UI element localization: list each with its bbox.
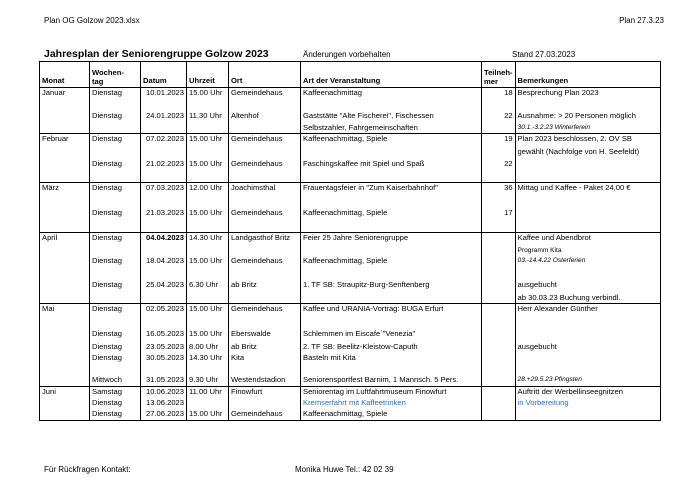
cell-event: Kaffee und URANIA-Vortrag: BUGA Erfurt [301,304,482,317]
cell-remarks: Ausnahme: > 20 Personen möglich [515,111,660,123]
cell-participants [482,293,516,304]
cell-remarks: Plan 2023 beschlossen, 2. OV SB [515,134,660,147]
cell-date [141,222,187,233]
cell-month [40,293,90,304]
cell-participants [482,269,516,280]
cell-place [229,246,301,256]
cell-time [187,147,229,159]
cell-place: Westendstadion [229,375,301,387]
cell-remarks [515,222,660,233]
cell-time: 12.00 Uhr [187,183,229,197]
cell-place: ab Britz [229,280,301,293]
cell-participants: 18 [482,88,516,102]
cell-place [229,293,301,304]
cell-weekday: Mittwoch [90,375,141,387]
table-row [40,398,661,409]
table-row [40,208,661,222]
cell-time [187,246,229,256]
cell-participants [482,364,516,375]
cell-event: Kaffeenachmittag, Spiele [301,208,482,222]
cell-weekday: Dienstag [90,280,141,293]
cell-remarks [515,208,660,222]
cell-remarks: Kaffee und Abendbrot [515,233,660,246]
cell-place [229,197,301,208]
cell-time: 11.00 Uhr [187,387,229,398]
col-teilnehmer: Teilneh- mer [482,62,516,88]
col-uhrzeit: Uhrzeit [187,62,229,88]
cell-participants [482,147,516,159]
cell-weekday: Dienstag [90,208,141,222]
cell-time [187,293,229,304]
table-row [40,159,661,172]
cell-event [301,364,482,375]
cell-participants [482,233,516,246]
cell-date: 07.03.2023 [141,183,187,197]
cell-participants [482,329,516,342]
cell-participants [482,353,516,364]
cell-month [40,375,90,387]
cell-date: 10.06.2023 [141,387,187,398]
cell-event [301,172,482,183]
cell-month [40,123,90,134]
cell-weekday: Dienstag [90,353,141,364]
table-row [40,222,661,233]
table-row [40,147,661,159]
cell-place [229,269,301,280]
cell-weekday: Dienstag [90,342,141,353]
table-row [40,353,661,364]
cell-date: 16.05.2023 [141,329,187,342]
cell-weekday [90,147,141,159]
cell-date: 18.04.2023 [141,256,187,269]
cell-date: 31.05.2023 [141,375,187,387]
cell-time: 15.00 Uhr [187,409,229,421]
cell-weekday [90,246,141,256]
cell-participants [482,123,516,134]
cell-weekday: Dienstag [90,111,141,123]
table-row [40,256,661,269]
table-row [40,293,661,304]
cell-remarks [515,353,660,364]
cell-month [40,222,90,233]
cell-month: April [40,233,90,246]
cell-date [141,102,187,111]
cell-event [301,197,482,208]
cell-remarks: Mittag und Kaffee - Paket 24,00 € [515,183,660,197]
contact-label: Für Rückfragen Kontakt: [44,465,131,474]
cell-event [301,293,482,304]
cell-date [141,172,187,183]
cell-event: 1. TF SB: Straupitz-Burg-Senftenberg [301,280,482,293]
cell-weekday: Dienstag [90,398,141,409]
cell-place [229,123,301,134]
cell-place: Altenhof [229,111,301,123]
cell-date [141,147,187,159]
table-row [40,246,661,256]
cell-event: Seniorentag im Luftfahrtmuseum Finowfurt [301,387,482,398]
cell-time [187,222,229,233]
cell-event [301,147,482,159]
cell-date [141,246,187,256]
cell-date: 23.05.2023 [141,342,187,353]
cell-remarks [515,409,660,421]
table-row [40,342,661,353]
cell-remarks: ausgebucht [515,342,660,353]
cell-date [141,123,187,134]
cell-time: 15.00 Uhr [187,256,229,269]
page-title: Jahresplan der Seniorengruppe Golzow 2023 [44,48,269,60]
cell-weekday: Dienstag [90,183,141,197]
table-row [40,364,661,375]
cell-place: Finowfurt [229,387,301,398]
cell-time: 15.00 Uhr [187,134,229,147]
cell-weekday [90,172,141,183]
cell-remarks: 30.1.-3.2.23 Winterferein [515,123,660,134]
cell-place: Gemeindehaus [229,88,301,102]
col-art: Art der Veranstaltung [301,62,482,88]
table-row [40,183,661,197]
cell-month [40,280,90,293]
table-row [40,102,661,111]
cell-participants: 36 [482,183,516,197]
cell-participants [482,280,516,293]
cell-place [229,147,301,159]
cell-remarks: Herr Alexander Günther [515,304,660,317]
cell-month [40,172,90,183]
cell-date [141,269,187,280]
cell-participants: 22 [482,159,516,172]
cell-remarks: gewählt (Nachfolge von H. Seefeldt) [515,147,660,159]
cell-event: Kaffeenachmittag, Spiele [301,134,482,147]
table-row [40,280,661,293]
cell-weekday [90,102,141,111]
cell-place [229,222,301,233]
cell-participants [482,222,516,233]
table-row [40,111,661,123]
stand-date: Stand 27.03.2023 [512,50,576,59]
cell-time: 15.00 Uhr [187,208,229,222]
cell-time [187,398,229,409]
cell-remarks: 28.+29.5.23 Pfingsten [515,375,660,387]
cell-event [301,222,482,233]
table-row [40,233,661,246]
cell-date: 21.03.2023 [141,208,187,222]
table-row [40,375,661,387]
cell-place: Gemeindehaus [229,159,301,172]
cell-weekday: Dienstag [90,329,141,342]
cell-weekday: Dienstag [90,88,141,102]
cell-participants [482,246,516,256]
cell-weekday: Samstag [90,387,141,398]
cell-time: 8.00 Uhr [187,342,229,353]
cell-month: Februar [40,134,90,147]
cell-time: 15.00 Uhr [187,304,229,317]
cell-remarks [515,197,660,208]
cell-weekday: Dienstag [90,256,141,269]
cell-month [40,364,90,375]
cell-weekday [90,364,141,375]
cell-event [301,269,482,280]
col-bemerkungen: Bemerkungen [515,62,660,88]
cell-remarks: in Vorbereitung [515,398,660,409]
cell-place: ab Britz [229,342,301,353]
cell-date: 21.02.2023 [141,159,187,172]
cell-event: Seniorensportfest Barnim, 1 Mannsch. 5 Pers. [301,375,482,387]
schedule-table [39,61,661,421]
table-row [40,172,661,183]
cell-event [301,317,482,329]
cell-place [229,172,301,183]
cell-month [40,159,90,172]
cell-remarks [515,329,660,342]
table-row [40,317,661,329]
cell-event: Selbstzahler, Fahrgemeinschaften [301,123,482,134]
cell-weekday: Dienstag [90,159,141,172]
cell-place [229,364,301,375]
cell-month [40,342,90,353]
cell-month [40,111,90,123]
changes-note: Änderungen vorbehalten [303,50,391,59]
table-row [40,134,661,147]
cell-event: Gaststätte "Alte Fischerei", Fischessen [301,111,482,123]
cell-date: 10.01.2023 [141,88,187,102]
cell-month [40,197,90,208]
cell-event: Kremserfahrt mit Kaffeetrinken [301,398,482,409]
col-monat: Monat [40,62,90,88]
cell-event: Kaffeenachmittag, Spiele [301,409,482,421]
cell-month [40,317,90,329]
cell-time: 14.30 Uhr [187,233,229,246]
cell-event [301,246,482,256]
cell-month: Januar [40,88,90,102]
cell-event: 2. TF SB: Beelitz-Kleistow-Caputh [301,342,482,353]
cell-event: Kaffeenachmittag, Spiele [301,256,482,269]
cell-weekday [90,293,141,304]
cell-month: Mai [40,304,90,317]
cell-participants [482,172,516,183]
cell-remarks: ausgebucht [515,280,660,293]
table-row [40,123,661,134]
cell-month [40,208,90,222]
cell-participants: 17 [482,208,516,222]
cell-weekday: Dienstag [90,134,141,147]
cell-month [40,329,90,342]
cell-event: Feier 25 Jahre Seniorengruppe [301,233,482,246]
cell-time [187,269,229,280]
cell-place: Gemeindehaus [229,304,301,317]
cell-time [187,172,229,183]
cell-place: Kita [229,353,301,364]
cell-month [40,409,90,421]
table-row [40,304,661,317]
table-header-row [40,62,661,88]
cell-event: Kaffeenachmittag [301,88,482,102]
cell-time [187,102,229,111]
cell-remarks: 03.-14.4.22 Osterferien [515,256,660,269]
cell-place: Joachimsthal [229,183,301,197]
cell-participants [482,256,516,269]
contact-person: Monika Huwe Tel.: 42 02 39 [295,465,394,474]
cell-remarks: Programm Kita [515,246,660,256]
cell-place: Gemeindehaus [229,409,301,421]
cell-time: 6.30 Uhr [187,280,229,293]
cell-participants [482,197,516,208]
cell-weekday: Dienstag [90,409,141,421]
cell-place: Landgasthof Britz [229,233,301,246]
cell-place [229,398,301,409]
cell-date [141,364,187,375]
cell-remarks: Auftritt der Werbellinseegnitzen [515,387,660,398]
cell-time: 9.30 Uhr [187,375,229,387]
cell-weekday [90,269,141,280]
cell-month [40,398,90,409]
cell-month [40,147,90,159]
cell-participants [482,317,516,329]
cell-participants: 22 [482,111,516,123]
cell-date: 02.05.2023 [141,304,187,317]
cell-remarks [515,269,660,280]
cell-remarks [515,159,660,172]
table-row [40,409,661,421]
cell-participants [482,398,516,409]
cell-date: 07.02.2023 [141,134,187,147]
cell-month [40,353,90,364]
col-wochentag: Wochen- tag [90,62,141,88]
cell-event [301,102,482,111]
cell-date: 13.06.2023 [141,398,187,409]
cell-weekday: Dienstag [90,304,141,317]
cell-weekday [90,123,141,134]
cell-event: Schlemmen im Eiscafe`"Venezia" [301,329,482,342]
cell-time: 14.30 Uhr [187,353,229,364]
file-name: Plan OG Golzow 2023.xlsx [44,16,140,25]
cell-event: Basteln mit Kita [301,353,482,364]
cell-weekday [90,197,141,208]
cell-month [40,246,90,256]
cell-participants [482,304,516,317]
cell-place: Gemeindehaus [229,256,301,269]
cell-date [141,317,187,329]
col-ort: Ort [229,62,301,88]
col-datum: Datum [141,62,187,88]
cell-time: 15.00 Uhr [187,159,229,172]
cell-date [141,197,187,208]
cell-place: Eberswalde [229,329,301,342]
cell-date: 25.04.2023 [141,280,187,293]
cell-participants [482,342,516,353]
cell-place [229,102,301,111]
cell-remarks [515,317,660,329]
cell-place: Gemeindehaus [229,208,301,222]
cell-time [187,123,229,134]
table-row [40,387,661,398]
cell-time: 15.00 Uhr [187,88,229,102]
cell-event: Faschingskaffee mit Spiel und Spaß [301,159,482,172]
cell-remarks [515,364,660,375]
cell-time: 11.30 Uhr [187,111,229,123]
cell-place: Gemeindehaus [229,134,301,147]
cell-time [187,364,229,375]
cell-place [229,317,301,329]
cell-month: März [40,183,90,197]
cell-month: Juni [40,387,90,398]
cell-time [187,197,229,208]
cell-time: 15.00 Uhr [187,329,229,342]
table-row [40,329,661,342]
cell-month [40,269,90,280]
cell-event: Frauentagsfeier in "Zum Kaiserbahnhof" [301,183,482,197]
cell-date: 27.06.2023 [141,409,187,421]
cell-month [40,102,90,111]
cell-month [40,256,90,269]
cell-remarks [515,172,660,183]
cell-date: 04.04.2023 [141,233,187,246]
cell-participants [482,102,516,111]
cell-participants [482,375,516,387]
cell-date: 24.01.2023 [141,111,187,123]
cell-remarks: ab 30.03.23 Buchung verbindl. [515,293,660,304]
table-row [40,88,661,102]
table-row [40,197,661,208]
cell-participants: 19 [482,134,516,147]
cell-remarks [515,102,660,111]
plan-date: Plan 27.3.23 [619,16,664,25]
cell-remarks: Besprechung Plan 2023 [515,88,660,102]
cell-date [141,293,187,304]
cell-participants [482,387,516,398]
cell-date: 30.05.2023 [141,353,187,364]
cell-weekday: Dienstag [90,233,141,246]
cell-time [187,317,229,329]
cell-weekday [90,222,141,233]
cell-weekday [90,317,141,329]
table-row [40,269,661,280]
cell-participants [482,409,516,421]
